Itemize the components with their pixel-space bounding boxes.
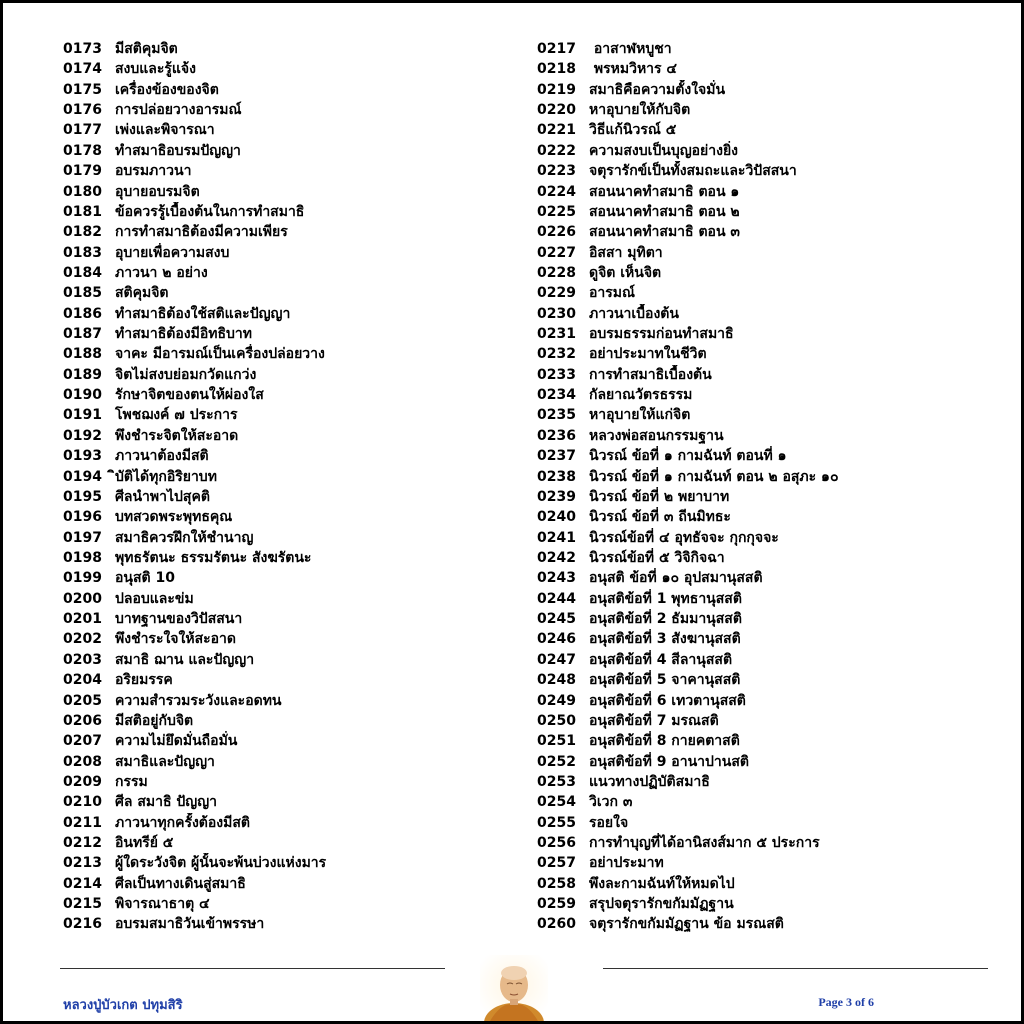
toc-entry-number: 0234 bbox=[537, 387, 576, 404]
toc-entry bbox=[537, 568, 1007, 588]
toc-entry-title: อนุสติข้อที่ 3 สังฆานุสสติ bbox=[589, 631, 741, 648]
toc-entry bbox=[63, 405, 518, 425]
toc-entry-number: 0184 bbox=[63, 264, 102, 281]
toc-entry-number: 0203 bbox=[63, 651, 102, 668]
page-number: Page 3 of 6 bbox=[818, 995, 874, 1009]
toc-entry bbox=[537, 589, 1007, 609]
toc-entry-title: ข้อควรรู้เบื้องต้นในการทำสมาธิ bbox=[115, 203, 305, 220]
toc-entry bbox=[537, 304, 1007, 324]
toc-entry bbox=[537, 405, 1007, 425]
toc-entry-number: 0187 bbox=[63, 326, 102, 343]
toc-entry-number: 0188 bbox=[63, 346, 102, 363]
toc-entry-title: อนุสติ 10 bbox=[115, 570, 175, 587]
toc-entry bbox=[537, 202, 1007, 222]
footer-author: หลวงปู่บัวเกต ปทุมสิริ bbox=[63, 998, 183, 1013]
toc-entry bbox=[537, 80, 1007, 100]
toc-entry-number: 0198 bbox=[63, 549, 102, 566]
toc-entry-title: เครื่องข้องของจิต bbox=[115, 81, 219, 98]
toc-entry-number: 0210 bbox=[63, 794, 102, 811]
toc-entry bbox=[63, 446, 518, 466]
toc-entry-number: 0235 bbox=[537, 407, 576, 424]
toc-entry bbox=[63, 914, 518, 934]
toc-entry-title: โพชฌงค์ ๗ ประการ bbox=[115, 407, 238, 424]
toc-entry bbox=[63, 161, 518, 181]
toc-entry-number: 0255 bbox=[537, 814, 576, 831]
toc-entry-title: สมาธิ ฌาน และปัญญา bbox=[115, 651, 255, 668]
toc-entry bbox=[63, 711, 518, 731]
toc-entry-number: 0185 bbox=[63, 285, 102, 302]
toc-entry-title: อนุสติข้อที่ 1 พุทธานุสสติ bbox=[589, 590, 742, 607]
toc-entry bbox=[537, 344, 1007, 364]
toc-left-column bbox=[63, 39, 518, 935]
toc-entry-title: ภาวนาทุกครั้งต้องมีสติ bbox=[115, 814, 251, 831]
toc-entry-number: 0258 bbox=[537, 875, 576, 892]
toc-entry-number: 0177 bbox=[63, 122, 102, 139]
toc-entry bbox=[537, 446, 1007, 466]
toc-entry-title: ทำสมาธิต้องใช้สติและปัญญา bbox=[115, 305, 291, 322]
toc-entry bbox=[63, 243, 518, 263]
toc-entry-title: ศีล สมาธิ ปัญญา bbox=[115, 794, 217, 811]
toc-entry-title: พึงละกามฉันท์ให้หมดไป bbox=[589, 875, 735, 892]
toc-entry-title: กรรม bbox=[115, 773, 148, 790]
toc-entry-title: กัลยาณวัตรธรรม bbox=[589, 387, 693, 404]
toc-entry-number: 0212 bbox=[63, 835, 102, 852]
toc-entry-number: 0243 bbox=[537, 570, 576, 587]
toc-entry bbox=[537, 629, 1007, 649]
toc-entry-title: การปล่อยวางอารมณ์ bbox=[115, 102, 242, 119]
toc-entry-number: 0221 bbox=[537, 122, 576, 139]
toc-entry-title: รักษาจิตของตนให้ผ่องใส bbox=[115, 387, 264, 404]
toc-entry bbox=[63, 772, 518, 792]
toc-entry bbox=[63, 222, 518, 242]
toc-entry bbox=[537, 283, 1007, 303]
toc-entry bbox=[537, 324, 1007, 344]
toc-entry-number: 0259 bbox=[537, 896, 576, 913]
toc-entry-number: 0191 bbox=[63, 407, 102, 424]
toc-entry-title: สมาธิและปัญญา bbox=[115, 753, 215, 770]
toc-entry bbox=[63, 263, 518, 283]
toc-entry-title: ความไม่ยึดมั่นถือมั่น bbox=[115, 733, 238, 750]
toc-entry-title: อบรมสมาธิวันเข้าพรรษา bbox=[115, 916, 265, 933]
toc-entry-title: ทำสมาธิต้องมีอิทธิบาท bbox=[115, 326, 252, 343]
toc-entry bbox=[537, 161, 1007, 181]
toc-entry-title: จตุรารักข์เป็นทั้งสมถะและวิปัสสนา bbox=[589, 163, 797, 180]
toc-entry-number: 0224 bbox=[537, 183, 576, 200]
toc-entry-number: 0196 bbox=[63, 509, 102, 526]
toc-entry-number: 0173 bbox=[63, 41, 102, 57]
toc-entry-number: 0231 bbox=[537, 326, 576, 343]
toc-entry-title: วิเวก ๓ bbox=[589, 794, 633, 811]
toc-entry bbox=[63, 833, 518, 853]
toc-entry-title: อารมณ์ bbox=[589, 285, 636, 302]
toc-entry bbox=[537, 711, 1007, 731]
toc-entry-title: สงบและรู้แจ้ง bbox=[115, 61, 196, 78]
toc-entry-title: เพ่งและพิจารณา bbox=[115, 122, 215, 139]
toc-entry-number: 0179 bbox=[63, 163, 102, 180]
toc-entry-number: 0181 bbox=[63, 203, 102, 220]
toc-entry-number: 0229 bbox=[537, 285, 576, 302]
toc-entry-title: แนวทางปฏิบัติสมาธิ bbox=[589, 773, 710, 790]
toc-entry bbox=[537, 467, 1007, 487]
toc-entry bbox=[63, 731, 518, 751]
toc-entry-title: วิธีแก้นิวรณ์ ๕ bbox=[589, 122, 677, 139]
toc-entry-title: นิวรณ์ข้อที่ ๕ วิจิกิจฉา bbox=[589, 549, 725, 566]
toc-entry-title: การทำสมาธิเบื้องต้น bbox=[589, 366, 712, 383]
toc-entry-number: 0192 bbox=[63, 427, 102, 444]
toc-entry-number: 0182 bbox=[63, 224, 102, 241]
toc-entry-title: อบรมธรรมก่อนทำสมาธิ bbox=[589, 326, 734, 343]
toc-entry-title: อินทรีย์ ๕ bbox=[115, 835, 174, 852]
toc-entry-number: 0200 bbox=[63, 590, 102, 607]
toc-entry-number: 0217 bbox=[537, 41, 576, 57]
toc-entry-title: ผู้ใดระวังจิต ผู้นั้นจะพ้นบ่วงแห่งมาร bbox=[115, 855, 327, 872]
toc-entry-number: 0237 bbox=[537, 448, 576, 465]
toc-entry-number: 0249 bbox=[537, 692, 576, 709]
toc-entry-title: พรหมวิหาร ๔ bbox=[589, 61, 678, 78]
toc-entry bbox=[63, 324, 518, 344]
toc-entry-title: พึงชำระจิตให้สะอาด bbox=[115, 427, 239, 444]
toc-entry-number: 0214 bbox=[63, 875, 102, 892]
toc-entry-number: 0256 bbox=[537, 835, 576, 852]
toc-entry-title: พิจารณาธาตุ ๔ bbox=[115, 896, 210, 913]
toc-entry bbox=[63, 609, 518, 629]
toc-entry-number: 0190 bbox=[63, 387, 102, 404]
toc-entry-title: นิวรณ์ ข้อที่ ๑ กามฉันท์ ตอนที่ ๑ bbox=[589, 448, 787, 465]
toc-entry bbox=[63, 202, 518, 222]
toc-entry bbox=[63, 344, 518, 364]
toc-entry-number: 0250 bbox=[537, 712, 576, 729]
toc-entry bbox=[537, 914, 1007, 934]
toc-entry bbox=[537, 874, 1007, 894]
toc-entry bbox=[63, 853, 518, 873]
toc-entry-title: สมาธิควรฝึกให้ชำนาญ bbox=[115, 529, 254, 546]
toc-entry-title: อาสาฬหบูชา bbox=[589, 41, 672, 57]
toc-entry bbox=[63, 874, 518, 894]
toc-entry-title: มีสติอยู่กับจิต bbox=[115, 712, 194, 729]
monk-portrait-icon bbox=[480, 955, 548, 1021]
toc-entry-title: หาอุบายให้กับจิต bbox=[589, 102, 691, 119]
toc-entry-number: 0254 bbox=[537, 794, 576, 811]
toc-entry-title: ภาวนา ๒ อย่าง bbox=[115, 264, 208, 281]
toc-entry-number: 0236 bbox=[537, 427, 576, 444]
toc-entry-title: รอยใจ bbox=[589, 814, 629, 831]
toc-entry bbox=[63, 528, 518, 548]
toc-entry bbox=[63, 792, 518, 812]
toc-entry bbox=[537, 222, 1007, 242]
toc-entry bbox=[537, 263, 1007, 283]
toc-entry bbox=[63, 283, 518, 303]
toc-entry-number: 0257 bbox=[537, 855, 576, 872]
toc-entry bbox=[537, 752, 1007, 772]
toc-entry-title: อนุสติข้อที่ 2 ธัมมานุสสติ bbox=[589, 611, 742, 628]
toc-entry bbox=[537, 507, 1007, 527]
toc-entry-number: 0251 bbox=[537, 733, 576, 750]
toc-entry-number: 0193 bbox=[63, 448, 102, 465]
toc-entry-title: อนุสติข้อที่ 4 สีลานุสสติ bbox=[589, 651, 733, 668]
toc-entry-title: ิบัติได้ทุกอิริยาบท bbox=[115, 468, 217, 485]
toc-entry-title: ความสงบเป็นบุญอย่างยิ่ง bbox=[589, 142, 738, 159]
toc-entry bbox=[63, 39, 518, 59]
toc-entry-title: อบรมภาวนา bbox=[115, 163, 192, 180]
toc-entry-number: 0220 bbox=[537, 102, 576, 119]
toc-entry-title: บาทฐานของวิปัสสนา bbox=[115, 611, 243, 628]
toc-entry-title: พุทธรัตนะ ธรรมรัตนะ สังฆรัตนะ bbox=[115, 549, 312, 566]
toc-entry bbox=[537, 365, 1007, 385]
toc-entry-number: 0180 bbox=[63, 183, 102, 200]
toc-entry bbox=[63, 365, 518, 385]
toc-entry bbox=[537, 731, 1007, 751]
toc-entry-title: อุบายอบรมจิต bbox=[115, 183, 200, 200]
toc-entry-title: อิสสา มุทิตา bbox=[589, 244, 663, 261]
toc-entry-number: 0239 bbox=[537, 488, 576, 505]
toc-entry bbox=[537, 426, 1007, 446]
toc-entry-title: พึงชำระใจให้สะอาด bbox=[115, 631, 236, 648]
toc-entry-title: อนุสติข้อที่ 6 เทวตานุสสติ bbox=[589, 692, 746, 709]
toc-entry bbox=[537, 650, 1007, 670]
toc-entry-number: 0197 bbox=[63, 529, 102, 546]
toc-entry bbox=[537, 691, 1007, 711]
toc-entry bbox=[63, 629, 518, 649]
toc-entry bbox=[63, 141, 518, 161]
toc-entry-number: 0218 bbox=[537, 61, 576, 78]
toc-entry-title: อย่าประมาท bbox=[589, 855, 664, 872]
toc-entry-number: 0232 bbox=[537, 346, 576, 363]
toc-entry bbox=[537, 894, 1007, 914]
toc-entry-title: นิวรณ์ข้อที่ ๔ อุทธัจจะ กุกกุจจะ bbox=[589, 529, 779, 546]
toc-entry bbox=[537, 813, 1007, 833]
toc-entry-title: จิตไม่สงบย่อมกวัดแกว่ง bbox=[115, 366, 257, 383]
footer-divider-right bbox=[603, 968, 988, 969]
toc-entry bbox=[537, 833, 1007, 853]
toc-entry-title: การทำสมาธิต้องมีความเพียร bbox=[115, 224, 288, 241]
toc-entry-title: อนุสติข้อที่ 7 มรณสติ bbox=[589, 712, 719, 729]
toc-entry-number: 0178 bbox=[63, 142, 102, 159]
toc-entry bbox=[537, 120, 1007, 140]
toc-entry bbox=[63, 385, 518, 405]
toc-entry-number: 0175 bbox=[63, 81, 102, 98]
toc-entry bbox=[63, 120, 518, 140]
toc-entry-number: 0183 bbox=[63, 244, 102, 261]
toc-entry bbox=[537, 243, 1007, 263]
toc-entry-title: อนุสติข้อที่ 9 อานาปานสติ bbox=[589, 753, 749, 770]
toc-entry-number: 0240 bbox=[537, 509, 576, 526]
toc-entry-title: การทำบุญที่ได้อานิสงส์มาก ๕ ประการ bbox=[589, 835, 820, 852]
toc-entry-number: 0223 bbox=[537, 163, 576, 180]
toc-entry-title: ศีลเป็นทางเดินสู่สมาธิ bbox=[115, 875, 246, 892]
toc-entry-number: 0202 bbox=[63, 631, 102, 648]
toc-entry-title: สอนนาคทำสมาธิ ตอน ๓ bbox=[589, 224, 740, 241]
toc-entry-number: 0189 bbox=[63, 366, 102, 383]
toc-entry-number: 0260 bbox=[537, 916, 576, 933]
toc-entry bbox=[537, 772, 1007, 792]
toc-entry bbox=[63, 650, 518, 670]
toc-entry-title: อย่าประมาทในชีวิต bbox=[589, 346, 707, 363]
toc-entry bbox=[537, 548, 1007, 568]
toc-entry bbox=[63, 894, 518, 914]
toc-entry bbox=[63, 80, 518, 100]
toc-entry-number: 0247 bbox=[537, 651, 576, 668]
toc-entry bbox=[63, 59, 518, 79]
toc-entry-number: 0253 bbox=[537, 773, 576, 790]
toc-entry-title: ศีลนำพาไปสุคติ bbox=[115, 488, 210, 505]
toc-entry bbox=[537, 609, 1007, 629]
toc-entry-number: 0213 bbox=[63, 855, 102, 872]
toc-entry bbox=[63, 507, 518, 527]
toc-entry-title: ความสำรวมระวังและอดทน bbox=[115, 692, 282, 709]
toc-entry-number: 0246 bbox=[537, 631, 576, 648]
toc-entry bbox=[63, 182, 518, 202]
toc-entry-title: ทำสมาธิอบรมปัญญา bbox=[115, 142, 241, 159]
toc-entry-number: 0241 bbox=[537, 529, 576, 546]
toc-entry-number: 0211 bbox=[63, 814, 102, 831]
toc-entry bbox=[537, 487, 1007, 507]
toc-entry-title: จาคะ มีอารมณ์เป็นเครื่องปล่อยวาง bbox=[115, 346, 325, 363]
toc-entry-title: สอนนาคทำสมาธิ ตอน ๑ bbox=[589, 183, 740, 200]
toc-entry-title: จตุรารักขกัมมัฏฐาน ข้อ มรณสติ bbox=[589, 916, 784, 933]
toc-entry-number: 0225 bbox=[537, 203, 576, 220]
toc-entry-number: 0199 bbox=[63, 570, 102, 587]
toc-entry bbox=[63, 304, 518, 324]
toc-entry bbox=[537, 670, 1007, 690]
toc-entry-number: 0230 bbox=[537, 305, 576, 322]
toc-entry-title: สติคุมจิต bbox=[115, 285, 169, 302]
toc-entry-number: 0207 bbox=[63, 733, 102, 750]
toc-entry-number: 0228 bbox=[537, 264, 576, 281]
toc-right-column bbox=[537, 39, 1007, 935]
toc-entry-number: 0209 bbox=[63, 773, 102, 790]
toc-entry bbox=[537, 39, 1007, 59]
toc-entry bbox=[537, 385, 1007, 405]
toc-entry-number: 0216 bbox=[63, 916, 102, 933]
toc-entry-number: 0204 bbox=[63, 672, 102, 689]
toc-entry-number: 0215 bbox=[63, 896, 102, 913]
toc-entry-number: 0252 bbox=[537, 753, 576, 770]
toc-entry-number: 0174 bbox=[63, 61, 102, 78]
toc-entry bbox=[537, 853, 1007, 873]
toc-entry-number: 0222 bbox=[537, 142, 576, 159]
toc-entry-title: นิวรณ์ ข้อที่ ๓ ถีนมิทธะ bbox=[589, 509, 731, 526]
toc-entry bbox=[537, 182, 1007, 202]
toc-entry-title: นิวรณ์ ข้อที่ ๑ กามฉันท์ ตอน ๒ อสุภะ ๑๐ bbox=[589, 468, 839, 485]
toc-entry-number: 0238 bbox=[537, 468, 576, 485]
toc-entry-title: อนุสติข้อที่ 8 กายคตาสติ bbox=[589, 733, 740, 750]
toc-entry bbox=[63, 670, 518, 690]
toc-entry-title: อริยมรรค bbox=[115, 672, 173, 689]
toc-entry-title: หาอุบายให้แก่จิต bbox=[589, 407, 691, 424]
toc-entry-number: 0245 bbox=[537, 611, 576, 628]
footer-divider-left bbox=[60, 968, 445, 969]
toc-entry-number: 0244 bbox=[537, 590, 576, 607]
toc-entry-title: ปลอบและข่ม bbox=[115, 590, 194, 607]
toc-entry-number: 0205 bbox=[63, 692, 102, 709]
toc-entry bbox=[537, 528, 1007, 548]
toc-entry bbox=[63, 691, 518, 711]
toc-entry-number: 0201 bbox=[63, 611, 102, 628]
toc-entry-title: สอนนาคทำสมาธิ ตอน ๒ bbox=[589, 203, 740, 220]
toc-entry-title: ภาวนาเบื้องต้น bbox=[589, 305, 679, 322]
toc-entry bbox=[63, 548, 518, 568]
toc-entry-number: 0242 bbox=[537, 549, 576, 566]
toc-entry-number: 0219 bbox=[537, 81, 576, 98]
toc-entry-title: สรุปจตุรารักขกัมมัฏฐาน bbox=[589, 896, 734, 913]
toc-entry-number: 0195 bbox=[63, 488, 102, 505]
toc-entry-number: 0227 bbox=[537, 244, 576, 261]
toc-entry bbox=[63, 467, 518, 487]
toc-entry-title: ภาวนาต้องมีสติ bbox=[115, 448, 209, 465]
toc-entry-title: นิวรณ์ ข้อที่ ๒ พยาบาท bbox=[589, 488, 730, 505]
toc-entry-title: อุบายเพื่อความสงบ bbox=[115, 244, 230, 261]
toc-entry-title: อนุสติข้อที่ 5 จาคานุสสติ bbox=[589, 672, 741, 689]
toc-entry bbox=[63, 813, 518, 833]
toc-entry-title: มีสติคุมจิต bbox=[115, 41, 178, 57]
toc-entry bbox=[63, 487, 518, 507]
toc-entry-number: 0176 bbox=[63, 102, 102, 119]
toc-entry bbox=[63, 426, 518, 446]
toc-entry-number: 0208 bbox=[63, 753, 102, 770]
toc-entry bbox=[537, 792, 1007, 812]
toc-entry-number: 0194 bbox=[63, 468, 102, 485]
toc-entry-number: 0226 bbox=[537, 224, 576, 241]
toc-entry-number: 0186 bbox=[63, 305, 102, 322]
toc-entry bbox=[537, 141, 1007, 161]
toc-entry-title: สมาธิคือความตั้งใจมั่น bbox=[589, 81, 726, 98]
toc-entry-title: หลวงพ่อสอนกรรมฐาน bbox=[589, 427, 724, 444]
toc-entry bbox=[537, 100, 1007, 120]
toc-entry-number: 0206 bbox=[63, 712, 102, 729]
toc-entry-number: 0233 bbox=[537, 366, 576, 383]
toc-entry-title: ดูจิต เห็นจิต bbox=[589, 264, 662, 281]
toc-entry bbox=[537, 59, 1007, 79]
toc-entry-number: 0248 bbox=[537, 672, 576, 689]
toc-entry bbox=[63, 589, 518, 609]
toc-entry bbox=[63, 568, 518, 588]
toc-entry-title: บทสวดพระพุทธคุณ bbox=[115, 509, 233, 526]
toc-entry bbox=[63, 752, 518, 772]
toc-entry bbox=[63, 100, 518, 120]
toc-entry-title: อนุสติ ข้อที่ ๑๐ อุปสมานุสสติ bbox=[589, 570, 763, 587]
